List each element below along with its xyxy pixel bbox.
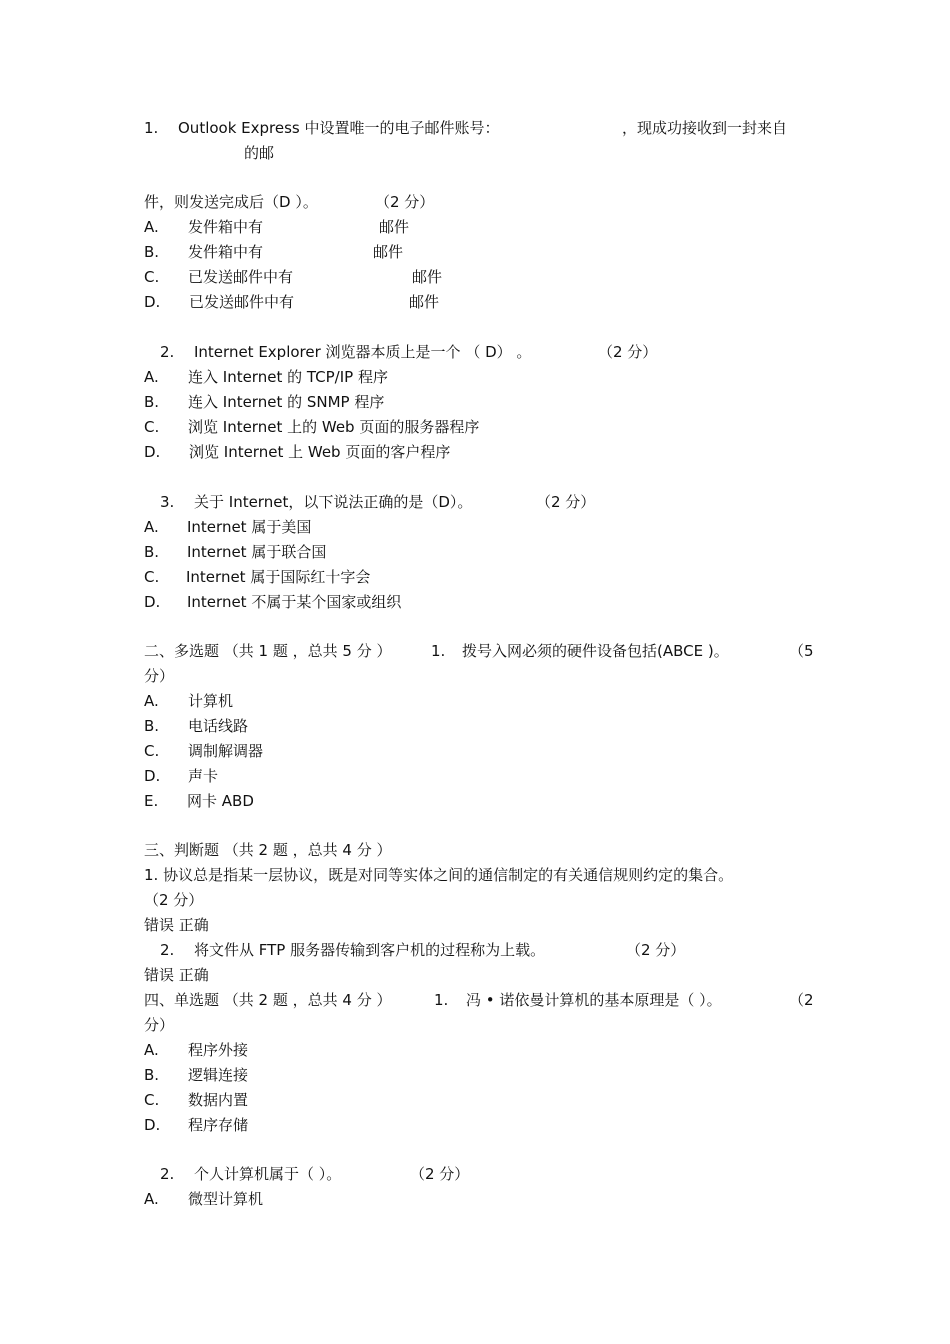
option-text: 电话线路	[188, 717, 249, 735]
option-text: 调制解调器	[188, 742, 264, 760]
option-letter: A.	[144, 1041, 159, 1059]
option-text: 逻辑连接	[188, 1066, 249, 1084]
option-letter: B.	[144, 1066, 160, 1084]
option-letter: B.	[144, 393, 160, 411]
sec2-q1-stem: 拨号入网必须的硬件设备包括(ABCE )。	[462, 642, 729, 660]
option-letter: B.	[144, 243, 160, 261]
option-text: 发件箱中有	[188, 243, 264, 261]
option-letter: A.	[144, 218, 159, 236]
option-letter: E.	[144, 792, 159, 810]
sec4-q2-number: 2.	[160, 1165, 175, 1183]
option-letter: A.	[144, 692, 159, 710]
q2-score: （2 分）	[598, 343, 658, 361]
option-text: Internet 属于国际红十字会	[186, 568, 371, 586]
option-text: Internet 属于美国	[187, 518, 312, 536]
sec4-q1-score-part-b: 分）	[144, 1016, 175, 1034]
option-letter: A.	[144, 1190, 159, 1208]
option-text: Internet 不属于某个国家或组织	[187, 593, 402, 611]
sec4-q1-stem: 冯 • 诺依曼计算机的基本原理是（ ）。	[466, 991, 722, 1009]
sec2-q1-number: 1.	[431, 642, 446, 660]
option-text: 程序外接	[188, 1041, 249, 1059]
sec3-q1-answers: 错误 正确	[144, 916, 209, 934]
option-text: 浏览 Internet 上的 Web 页面的服务器程序	[188, 418, 480, 436]
option-letter: C.	[144, 1091, 160, 1109]
sec4-q2-stem: 个人计算机属于（ ）。	[194, 1165, 342, 1183]
sec4-q1-score-part-a: （2	[789, 991, 814, 1009]
q1-stem-part-c: 的邮	[244, 144, 275, 162]
option-letter: D.	[144, 1116, 161, 1134]
q1-score: （2 分）	[375, 193, 435, 211]
option-letter: B.	[144, 543, 160, 561]
option-letter: D.	[144, 293, 161, 311]
option-letter: C.	[144, 568, 160, 586]
option-text: Internet 属于联合国	[187, 543, 327, 561]
q2-number: 2.	[160, 343, 175, 361]
option-text-tail: 邮件	[373, 243, 404, 261]
option-text: 连入 Internet 的 SNMP 程序	[188, 393, 385, 411]
option-text: 已发送邮件中有	[188, 268, 294, 286]
option-letter: D.	[144, 593, 161, 611]
section-3-header: 三、判断题 （共 2 题 ，总共 4 分 ）	[144, 841, 392, 859]
option-letter: B.	[144, 717, 160, 735]
option-text: 已发送邮件中有	[189, 293, 295, 311]
q1-number: 1.	[144, 119, 159, 137]
option-letter: D.	[144, 767, 161, 785]
sec3-q2-number: 2.	[160, 941, 175, 959]
option-letter: C.	[144, 268, 160, 286]
option-text-tail: 邮件	[409, 293, 440, 311]
option-text: 程序存储	[188, 1116, 249, 1134]
option-text: 声卡	[188, 767, 219, 785]
option-text: 计算机	[188, 692, 234, 710]
q2-stem: Internet Explorer 浏览器本质上是一个 （ D） 。	[194, 343, 532, 361]
option-text-tail: 邮件	[412, 268, 443, 286]
sec3-q2-score: （2 分）	[626, 941, 686, 959]
q1-stem-part-a: Outlook Express 中设置唯一的电子邮件账号：	[178, 119, 500, 137]
option-text: 微型计算机	[188, 1190, 264, 1208]
option-text: 发件箱中有	[188, 218, 264, 236]
option-letter: A.	[144, 518, 159, 536]
sec3-q2-answers: 错误 正确	[144, 966, 209, 984]
q1-stem-part-b: ，现成功接收到一封来自	[622, 119, 788, 137]
sec2-q1-score-part-b: 分）	[144, 667, 175, 685]
option-text: 数据内置	[188, 1091, 249, 1109]
section-4-header: 四、单选题 （共 2 题 ，总共 4 分 ）	[144, 991, 392, 1009]
option-letter: C.	[144, 742, 160, 760]
sec3-q1-stem: 1. 协议总是指某一层协议，既是对同等实体之间的通信制定的有关通信规则约定的集合。	[144, 866, 734, 884]
q3-number: 3.	[160, 493, 175, 511]
option-text: 连入 Internet 的 TCP/IP 程序	[188, 368, 388, 386]
q1-stem-part-d: 件，则发送完成后（D ）。	[144, 193, 318, 211]
sec3-q2-stem: 将文件从 FTP 服务器传输到客户机的过程称为上载。	[194, 941, 546, 959]
q3-stem: 关于 Internet，以下说法正确的是（D）。	[194, 493, 473, 511]
sec3-q1-score: （2 分）	[144, 891, 204, 909]
option-letter: C.	[144, 418, 160, 436]
option-text-tail: 邮件	[379, 218, 410, 236]
sec4-q2-score: （2 分）	[410, 1165, 470, 1183]
option-text: 浏览 Internet 上 Web 页面的客户程序	[189, 443, 451, 461]
sec4-q1-number: 1.	[434, 991, 449, 1009]
option-letter: D.	[144, 443, 161, 461]
option-text: 网卡 ABD	[187, 792, 254, 810]
option-letter: A.	[144, 368, 159, 386]
sec2-q1-score-part-a: （5	[789, 642, 814, 660]
q3-score: （2 分）	[536, 493, 596, 511]
section-2-header: 二、多选题 （共 1 题 ，总共 5 分 ）	[144, 642, 392, 660]
